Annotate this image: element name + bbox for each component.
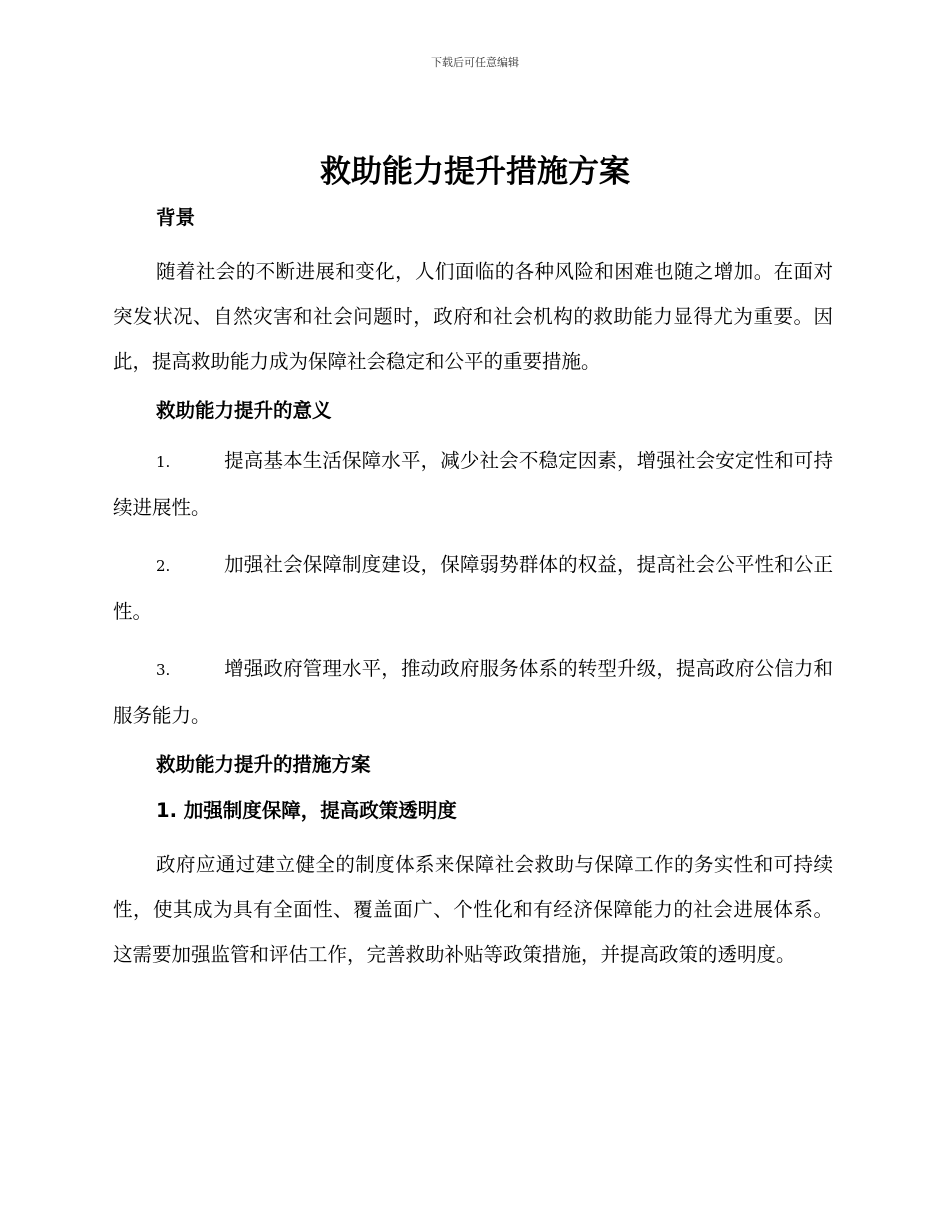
section-heading-background: 背景 — [156, 206, 196, 229]
list-item-number: 2. — [156, 557, 171, 575]
list-item — [113, 646, 833, 738]
document-body — [113, 203, 833, 977]
section-heading-measures: 救助能力提升的措施方案 — [156, 753, 371, 776]
page-header-note: 下载后可任意编辑 — [431, 56, 519, 69]
list-item — [113, 542, 833, 634]
list-item-text: 提高基本生活保障水平，减少社会不稳定因素，增强社会安定性和可持续进展性。 — [113, 449, 833, 519]
section-heading-significance: 救助能力提升的意义 — [156, 399, 332, 422]
list-item-text: 增强政府管理水平，推动政府服务体系的转型升级，提高政府公信力和服务能力。 — [113, 657, 833, 727]
list-item — [113, 438, 833, 530]
list-item-number: 3. — [156, 661, 171, 679]
background-paragraph: 随着社会的不断进展和变化，人们面临的各种风险和困难也随之增加。在面对突发状况、自然灾害和社会问题时，政府和社会机构的救助能力显得尤为重要。因此，提高救助能力成为保障社会稳定和公平的重要措施。 — [113, 260, 833, 373]
document-title: 救助能力提升措施方案 — [320, 154, 630, 190]
list-item-text: 加强社会保障制度建设，保障弱势群体的权益，提高社会公平性和公正性。 — [113, 553, 833, 623]
list-item-number: 1. — [156, 453, 171, 471]
subsection-heading-measure-1: 1. 加强制度保障，提高政策透明度 — [156, 799, 457, 822]
measure-1-paragraph: 政府应通过建立健全的制度体系来保障社会救助与保障工作的务实性和可持续性，使其成为具有全面性、覆盖面广、个性化和有经济保障能力的社会进展体系。这需要加强监管和评估工作，完善救助补贴等政策措施，并提高政策的透明度。 — [113, 853, 833, 966]
